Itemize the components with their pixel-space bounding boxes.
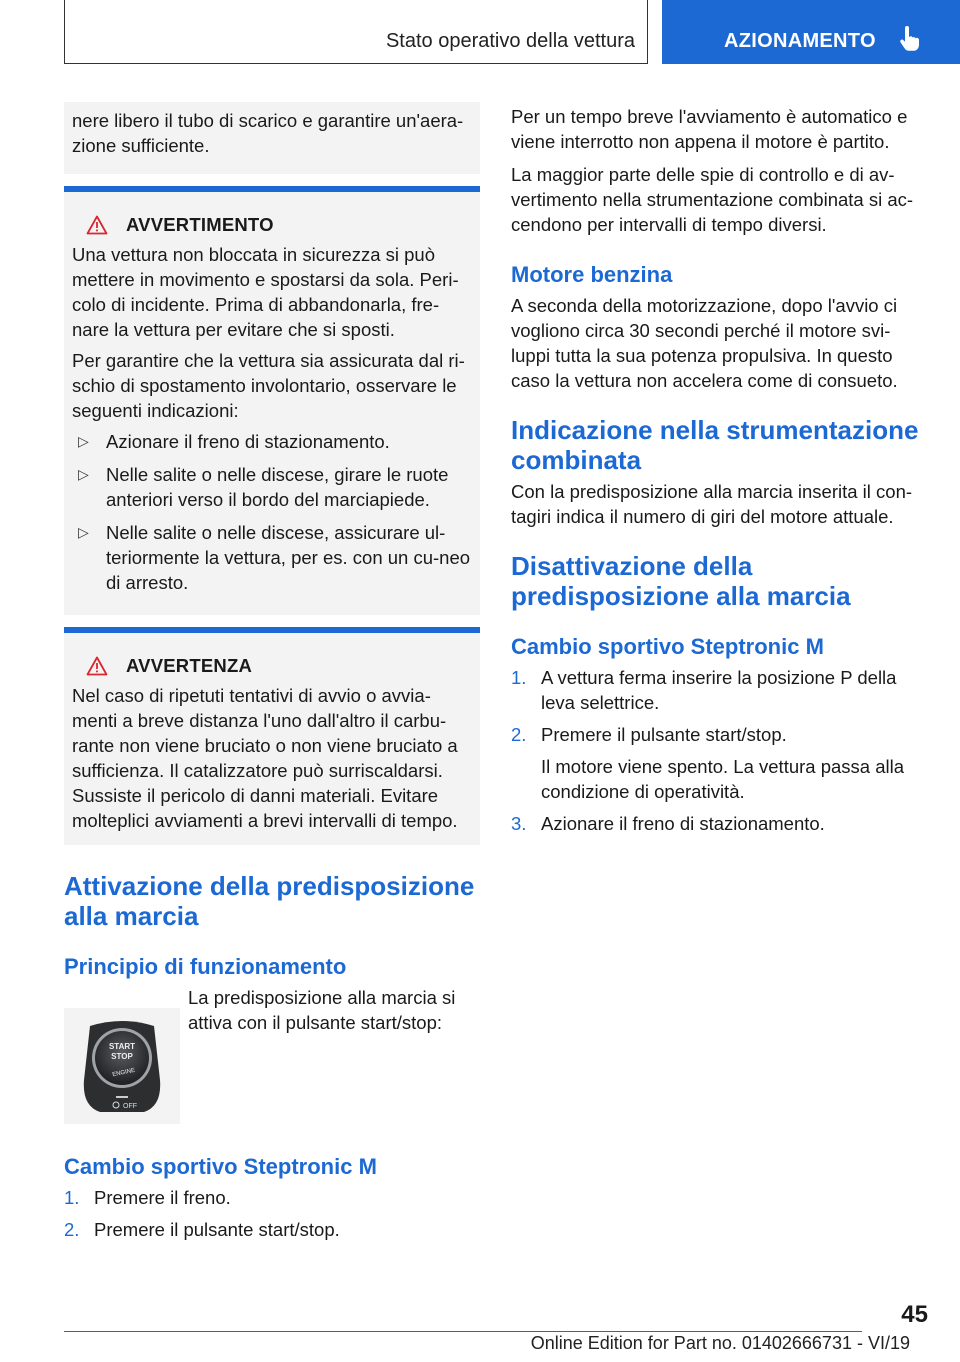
warning1-bullet-list xyxy=(72,429,472,595)
activation-steps xyxy=(64,1185,480,1242)
warning-box-1 xyxy=(64,186,480,615)
principle-text: La predisposizione alla marcia si attiva con il pulsante start/stop: xyxy=(188,987,456,1033)
chapter-title: Stato operativo della vettura xyxy=(385,30,635,52)
warning-triangle-icon xyxy=(86,215,108,235)
triangle-bullet-icon: ▷ xyxy=(78,524,89,540)
warning2-paragraph: Nel caso di ripetuti tentativi di avvio o avvia-menti a breve distanza l'uno dall'altro il carbu-rante non viene bruciato o non viene bruciato a sufficienza. Il catalizzatore può surriscaldarsi. Sussiste il pericolo di danni materiali. Evitare molteplici avviamenti a brevi intervalli di tempo. xyxy=(72,685,458,831)
warning-title-1: AVVERTIMENTO xyxy=(126,214,274,235)
warning1-paragraph-1: Una vettura non bloccata in sicurezza si può mettere in movimento e spostarsi da sola. Peri-colo di incidente. Prima di abbandonarla, fre-nare la vettura per evitare che si sposti. xyxy=(72,244,459,340)
warning1-paragraph-2: Per garantire che la vettura sia assicurata dal ri-schio di spostamento involontario, osservare le seguenti indicazioni: xyxy=(72,350,465,421)
footer-divider xyxy=(64,1331,862,1332)
list-item: 2. Premere il pulsante start/stop. xyxy=(511,724,787,745)
warning-triangle-icon xyxy=(86,656,108,676)
start-stop-button-image xyxy=(64,1008,180,1124)
triangle-bullet-icon: ▷ xyxy=(78,466,89,482)
subheading-petrol: Motore benzina xyxy=(511,262,673,287)
list-item: 3. Azionare il freno di stazionamento. xyxy=(511,813,825,834)
subheading-principle: Principio di funzionamento xyxy=(64,954,347,979)
deactivation-steps xyxy=(511,665,925,836)
list-item: 2. Premere il pulsante start/stop. xyxy=(64,1219,340,1240)
subheading-steptronic-right: Cambio sportivo Steptronic M xyxy=(511,634,824,659)
list-item: ▷ Azionare il freno di stazionamento. xyxy=(78,431,390,452)
button-off-label: OFF xyxy=(123,1103,137,1110)
warning-heading-1 xyxy=(72,214,472,236)
list-item: 1. A vettura ferma inserire la posizione P della leva selettrice. xyxy=(511,667,897,713)
button-start-label: START xyxy=(108,1042,136,1051)
note-text: nere libero il tubo di scarico e garantire un'aera-zione sufficiente. xyxy=(72,110,464,156)
petrol-text: A seconda della motorizzazione, dopo l'avvio ci vogliono circa 30 secondi perché il motore svi-luppi tutta la sua potenza propulsiva. In questo caso la vettura non accelera come di consueto. xyxy=(511,295,898,391)
left-steps-block xyxy=(64,1153,480,1249)
warning-heading-2 xyxy=(72,655,472,677)
cluster-text: Con la predisposizione alla marcia inserita il con-tagiri indica il numero di giri del motore attuale. xyxy=(511,481,913,527)
warning-title-2: AVVERTENZA xyxy=(126,655,253,676)
right-paragraph-2: La maggior parte delle spie di controllo e di av-vertimento nella strumentazione combinata si ac-cendono per intervalli di tempo diversi. xyxy=(511,164,914,235)
warning-box-2 xyxy=(64,627,480,845)
section-heading-cluster: Indicazione nella strumentazione combinata xyxy=(511,415,919,475)
list-item: ▷ Nelle salite o nelle discese, girare le ruote anteriori verso il bordo del marciapiede. xyxy=(78,464,449,510)
footer-edition: Online Edition for Part no. 01402666731 - VI/19 xyxy=(530,1333,910,1353)
subheading-steptronic-left: Cambio sportivo Steptronic M xyxy=(64,1154,377,1179)
section-tab-label: AZIONAMENTO xyxy=(724,30,876,52)
button-stop-label: STOP xyxy=(111,1052,133,1061)
right-paragraph-1: Per un tempo breve l'avviamento è automatico e viene interrotto non appena il motore è partito. xyxy=(511,106,908,152)
section-tab[interactable] xyxy=(662,0,960,64)
list-item: Il motore viene spento. La vettura passa alla condizione di operatività. xyxy=(541,756,905,802)
list-item: 1. Premere il freno. xyxy=(64,1187,231,1208)
section-heading-activation: Attivazione della predisposizione alla marcia xyxy=(64,871,475,931)
right-column xyxy=(511,102,925,843)
page-number: 45 xyxy=(901,1301,928,1328)
button-engine-label: ENGINE xyxy=(111,1067,136,1079)
hand-pointer-icon xyxy=(898,26,920,57)
list-item: ▷ Nelle salite o nelle discese, assicurare ul-teriormente la vettura, per es. con un cu-neo di arresto. xyxy=(78,522,471,593)
note-box-continued xyxy=(64,102,480,174)
left-column xyxy=(64,102,480,1035)
header-frame xyxy=(64,0,648,64)
triangle-bullet-icon: ▷ xyxy=(78,433,89,449)
section-heading-deactivation: Disattivazione della predisposizione alla marcia xyxy=(511,551,851,611)
